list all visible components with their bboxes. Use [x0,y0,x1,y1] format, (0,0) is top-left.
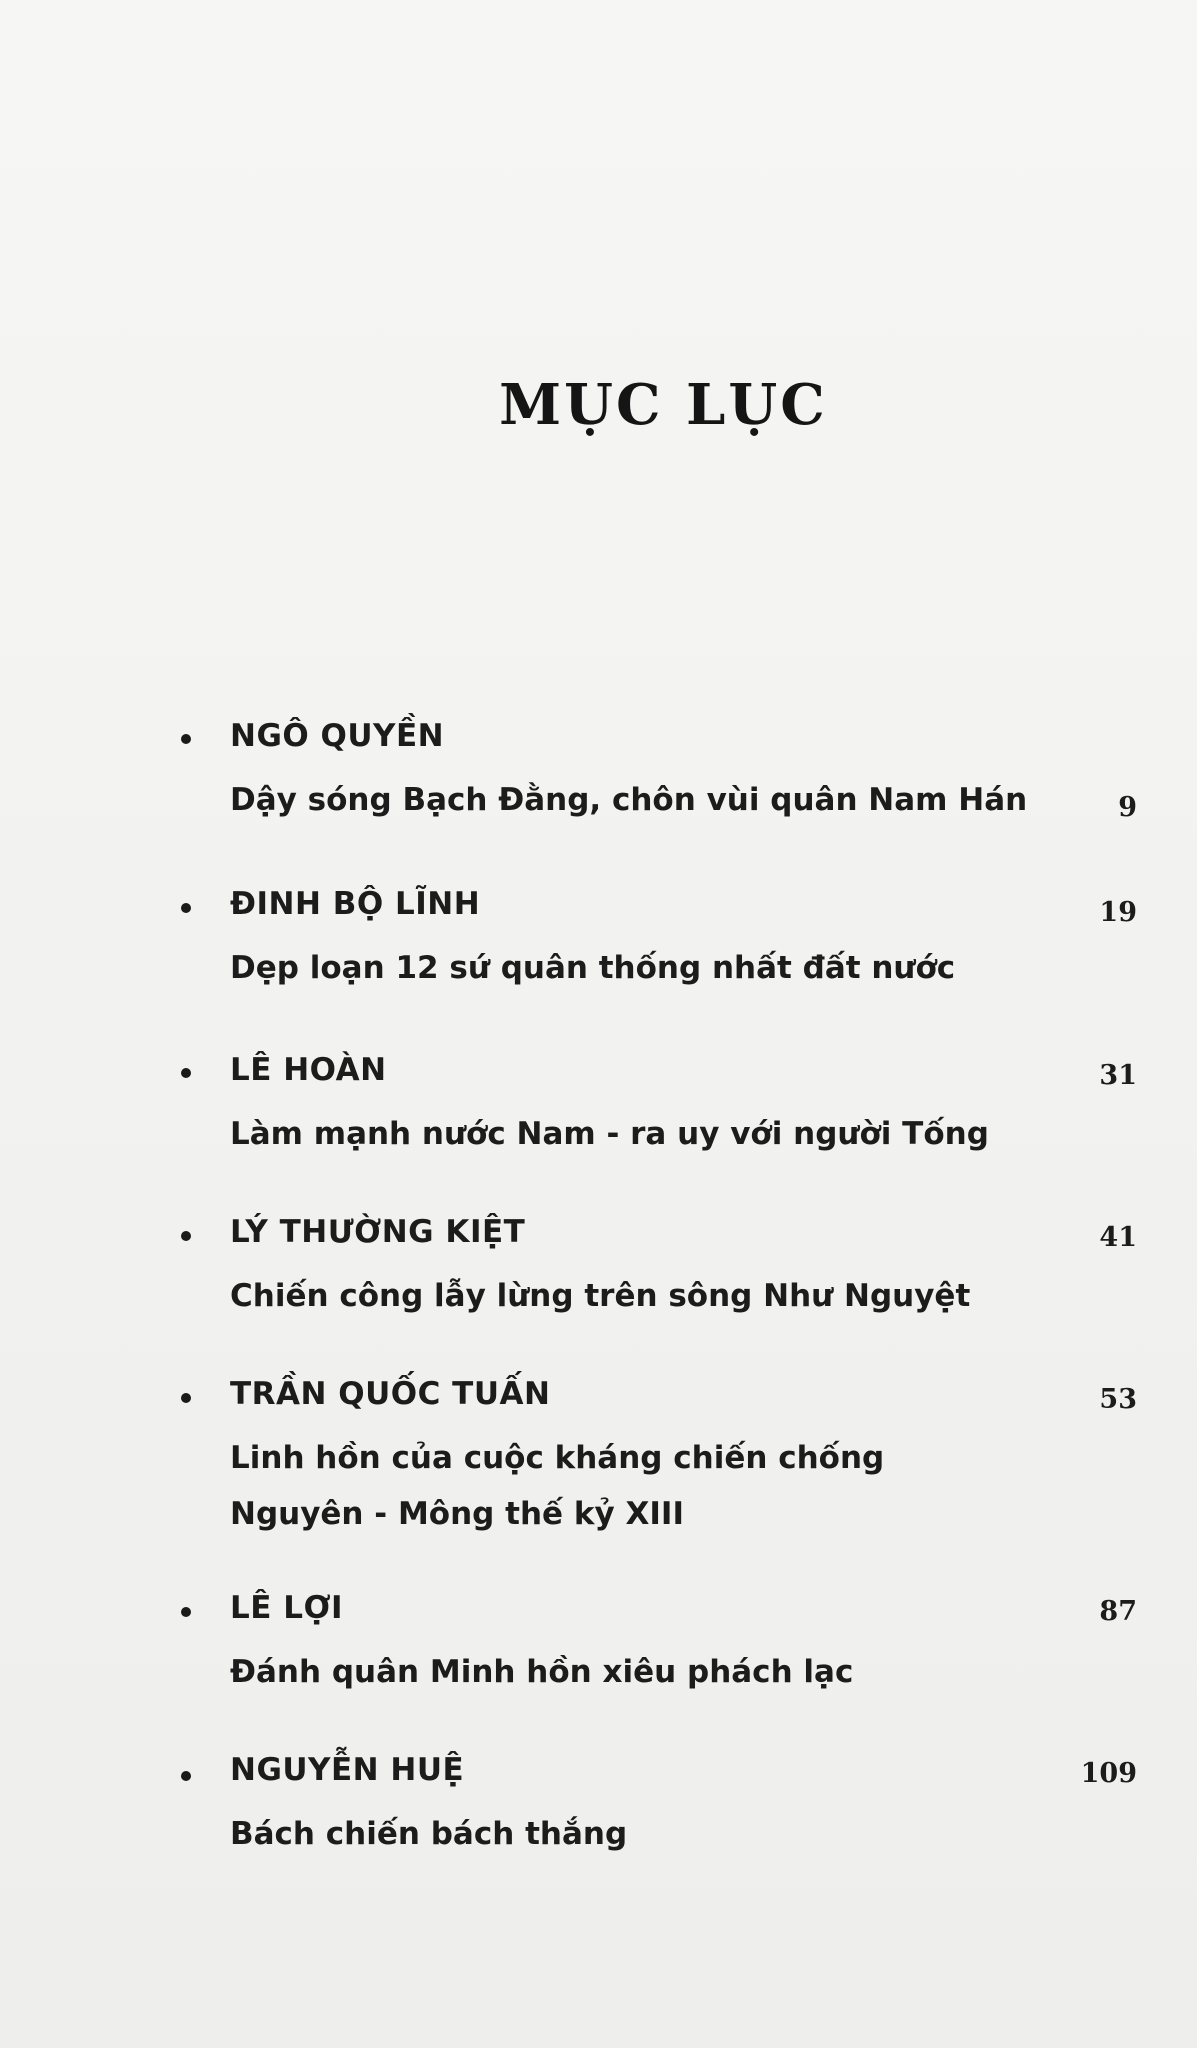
bullet-icon [181,1393,191,1403]
entry-desc: Làm mạnh nước Nam - ra uy với người Tống [230,1116,989,1152]
entry-desc: Linh hồn của cuộc kháng chiến chống [230,1440,885,1476]
entry-desc: Bách chiến bách thắng [230,1816,628,1852]
entry-page-number: 19 [1099,897,1137,928]
entry-page-number: 109 [1080,1758,1137,1789]
entry-page-number: 87 [1099,1596,1137,1627]
entry-name: NGÔ QUYỀN [230,718,445,754]
entry-page-number: 41 [1099,1222,1137,1253]
entry-desc-continued: Nguyên - Mông thế kỷ XIII [230,1496,684,1532]
entry-name: LÝ THƯỜNG KIỆT [230,1214,526,1250]
entry-desc: Chiến công lẫy lừng trên sông Như Nguyệt [230,1278,971,1314]
page-title: MỤC LỤC [499,372,828,438]
entry-page-number: 31 [1099,1060,1137,1091]
entry-desc: Dẹp loạn 12 sứ quân thống nhất đất nước [230,950,956,986]
entry-name: TRẦN QUỐC TUẤN [230,1376,551,1412]
bullet-icon [181,1068,191,1078]
bullet-icon [181,1771,191,1781]
entry-desc: Đánh quân Minh hồn xiêu phách lạc [230,1654,854,1690]
bullet-icon [181,903,191,913]
entry-name: ĐINH BỘ LĨNH [230,886,481,922]
entry-page-number: 53 [1099,1384,1137,1415]
entry-desc: Dậy sóng Bạch Đằng, chôn vùi quân Nam Hán [230,782,1028,818]
entry-name: LÊ HOÀN [230,1052,387,1088]
bullet-icon [181,734,191,744]
entry-name: LÊ LỢI [230,1590,344,1626]
bullet-icon [181,1231,191,1241]
entry-name: NGUYỄN HUỆ [230,1752,465,1788]
entry-page-number: 9 [1118,792,1137,823]
bullet-icon [181,1607,191,1617]
